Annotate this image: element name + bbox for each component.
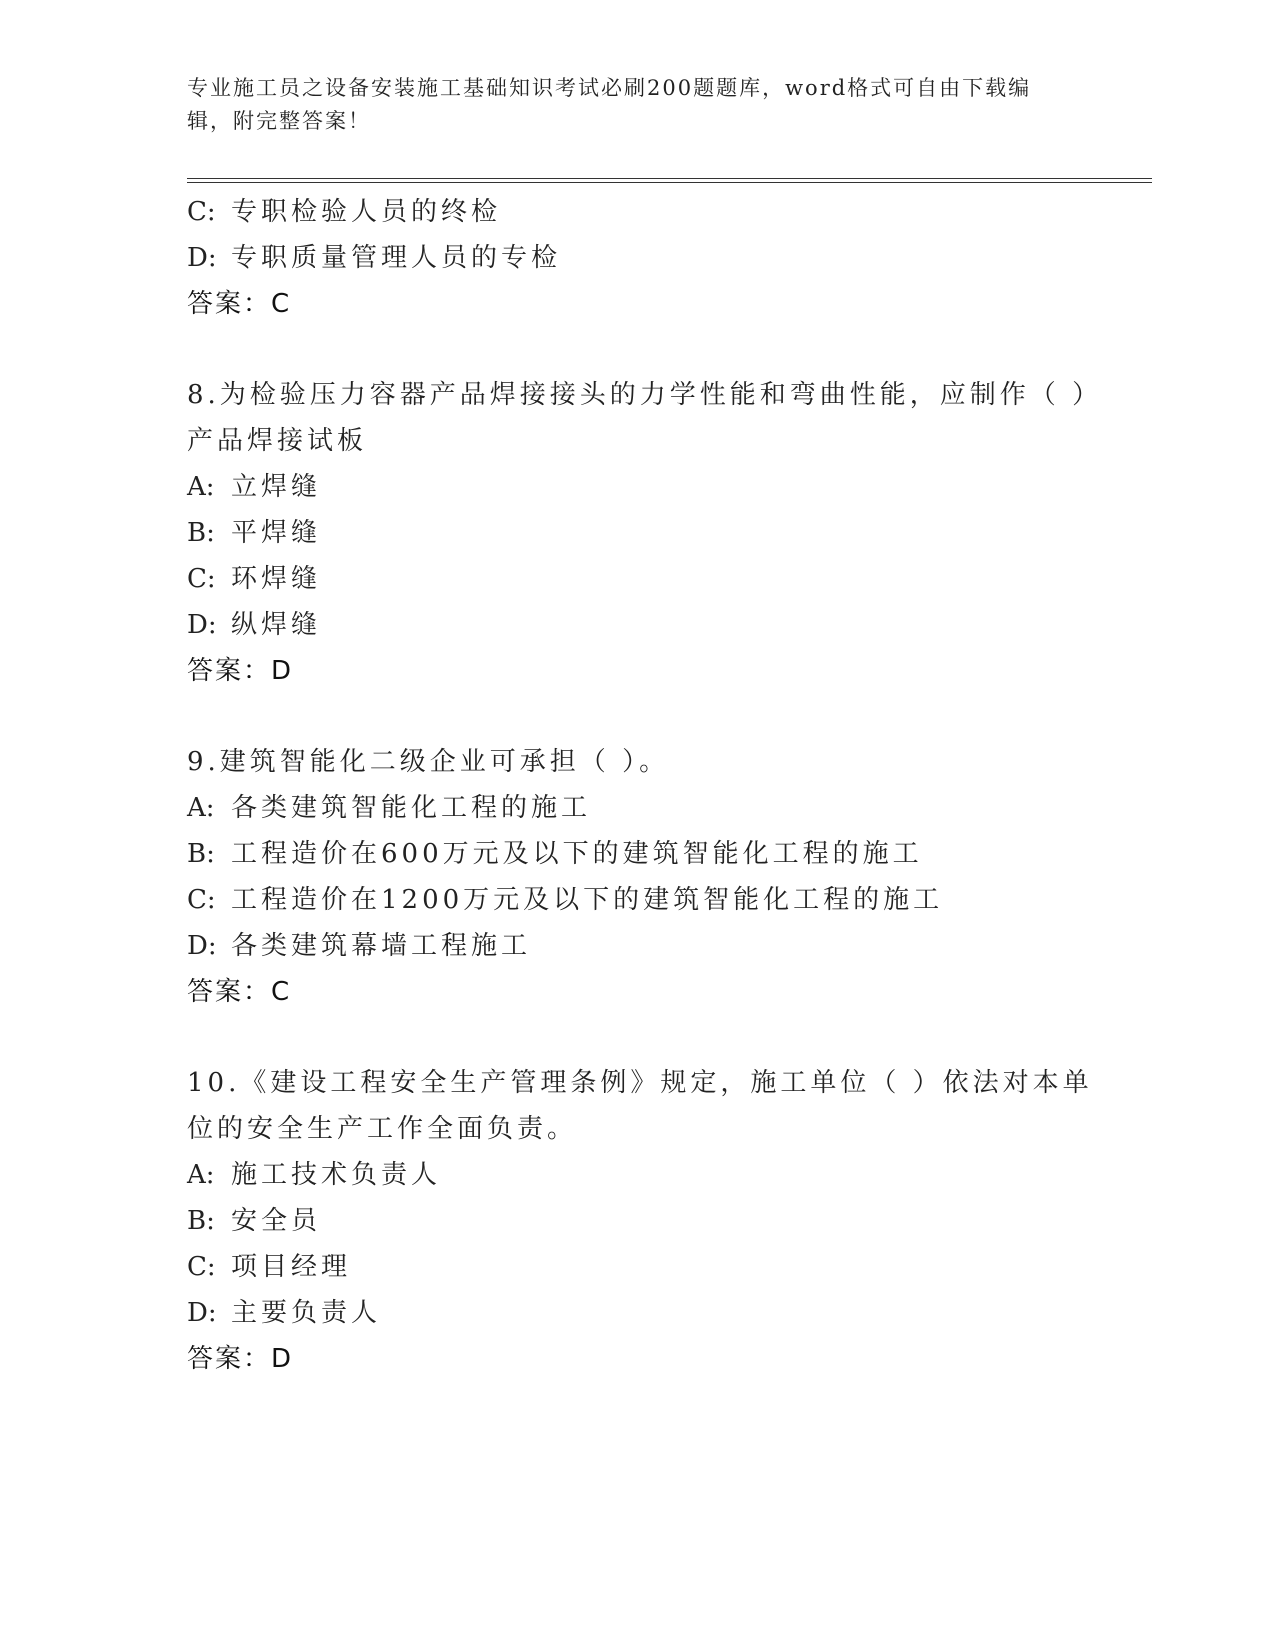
option-a	[187, 785, 1067, 831]
option-letter: A:	[187, 793, 215, 823]
question-stem: 8.为检验压力容器产品焊接接头的力学性能和弯曲性能，应制作（ ）	[187, 380, 1103, 410]
option-d	[187, 1290, 1067, 1336]
answer: 答案：C	[187, 977, 292, 1007]
option-c	[187, 877, 1067, 923]
option-letter: A:	[187, 472, 215, 502]
option-b	[187, 510, 1067, 556]
header-rule-top	[187, 178, 1152, 179]
option-letter: D:	[187, 243, 217, 273]
option-text: 专职质量管理人员的专检	[231, 243, 562, 273]
option-a	[187, 1152, 1067, 1198]
option-b	[187, 831, 1067, 877]
option-c	[187, 1244, 1067, 1290]
option-letter: B:	[187, 1206, 215, 1236]
option-text: 平焊缝	[231, 518, 322, 548]
option-letter: C:	[187, 564, 216, 594]
question-10	[187, 1060, 1093, 1382]
continued-question	[187, 189, 1067, 327]
answer: 答案：D	[187, 1344, 294, 1374]
question-9	[187, 739, 1067, 1015]
option-text: 立焊缝	[231, 472, 322, 502]
option-letter: D:	[187, 1298, 217, 1328]
option-letter: D:	[187, 931, 217, 961]
option-text: 安全员	[231, 1206, 322, 1236]
question-stem: 10.《建设工程安全生产管理条例》规定，施工单位（ ）依法对本单	[187, 1068, 1093, 1098]
option-letter: C:	[187, 197, 216, 227]
option-letter: B:	[187, 518, 215, 548]
option-text: 各类建筑幕墙工程施工	[231, 931, 532, 961]
option-c	[187, 556, 1067, 602]
option-d	[187, 235, 1067, 281]
option-text: 项目经理	[231, 1252, 352, 1282]
option-letter: A:	[187, 1160, 215, 1190]
option-text: 专职检验人员的终检	[231, 197, 502, 227]
option-a	[187, 464, 1067, 510]
option-d	[187, 602, 1067, 648]
option-text: 主要负责人	[231, 1298, 382, 1328]
question-stem-continued: 产品焊接试板	[187, 426, 368, 456]
option-text: 工程造价在1200万元及以下的建筑智能化工程的施工	[231, 885, 944, 915]
option-letter: C:	[187, 885, 216, 915]
option-text: 工程造价在600万元及以下的建筑智能化工程的施工	[231, 839, 923, 869]
option-c	[187, 189, 1067, 235]
question-stem: 9.建筑智能化二级企业可承担（ ）。	[187, 747, 670, 777]
option-text: 施工技术负责人	[231, 1160, 442, 1190]
document-header: 专业施工员之设备安装施工基础知识考试必刷200题题库，word格式可自由下载编辑，附完整答案！	[187, 76, 1032, 133]
option-b	[187, 1198, 1067, 1244]
answer: 答案：C	[187, 289, 292, 319]
question-stem-continued: 位的安全生产工作全面负责。	[187, 1114, 578, 1144]
option-letter: B:	[187, 839, 215, 869]
document-body	[187, 189, 1103, 1382]
option-text: 环焊缝	[231, 564, 322, 594]
answer: 答案：D	[187, 656, 294, 686]
option-text: 纵焊缝	[231, 610, 322, 640]
option-letter: C:	[187, 1252, 216, 1282]
option-text: 各类建筑智能化工程的施工	[231, 793, 592, 823]
option-d	[187, 923, 1067, 969]
header-rule-bottom	[187, 182, 1152, 183]
question-8	[187, 372, 1103, 694]
option-letter: D:	[187, 610, 217, 640]
